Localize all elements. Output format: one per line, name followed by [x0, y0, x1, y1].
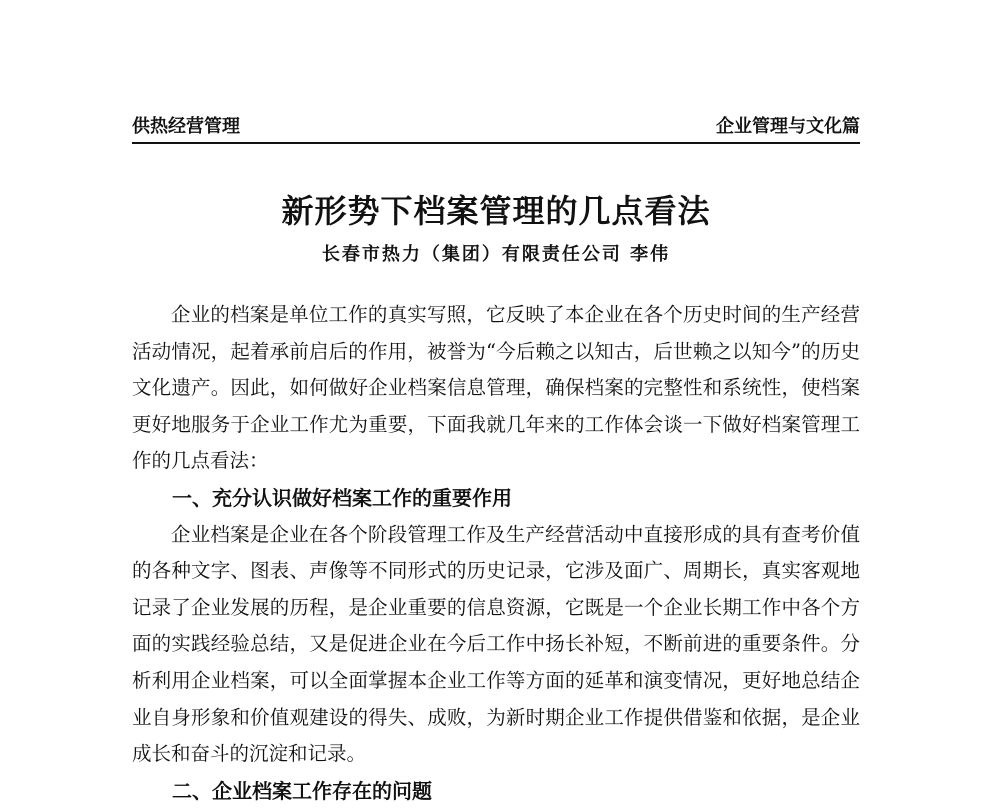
intro-paragraph: 企业的档案是单位工作的真实写照，它反映了本企业在各个历史时间的生产经营活动情况，起着承前启后的作用，被誉为“今后赖之以知古，后世赖之以知今”的历史文化遗产。因此，如何做好企业档案信息管理，确保档案的完整性和系统性，使档案更好地服务于企业工作尤为重要，下面我就几年来的工作体会谈一下做好档案管理工作的几点看法： — [132, 303, 860, 473]
article-body — [132, 297, 860, 809]
section-name: 企业管理与文化篇 — [716, 116, 860, 137]
section-1-paragraph: 企业档案是企业在各个阶段管理工作及生产经营活动中直接形成的具有查考价值的各种文字、图表、声像等不同形式的历史记录，它涉及面广、周期长，真实客观地记录了企业发展的历程，是企业重要的信息资源，它既是一个企业长期工作中各个方面的实践经验总结，又是促进企业在今后工作中扬长补短，不断前进的重要条件。分析利用企业档案，可以全面掌握本企业工作等方面的延革和演变情况，更好地总结企业自身形象和价值观建设的得失、成败，为新时期企业工作提供借鉴和依据，是企业成长和奋斗的沉淀和记录。 — [132, 522, 860, 766]
section-1-heading: 一、充分认识做好档案工作的重要作用 — [172, 485, 512, 510]
journal-name: 供热经营管理 — [132, 116, 240, 137]
author-byline: 长春市热力（集团）有限责任公司 李伟 — [321, 244, 671, 265]
section-2-heading: 二、企业档案工作存在的问题 — [172, 778, 432, 803]
article-title: 新形势下档案管理的几点看法 — [281, 192, 711, 230]
running-header — [132, 112, 860, 144]
